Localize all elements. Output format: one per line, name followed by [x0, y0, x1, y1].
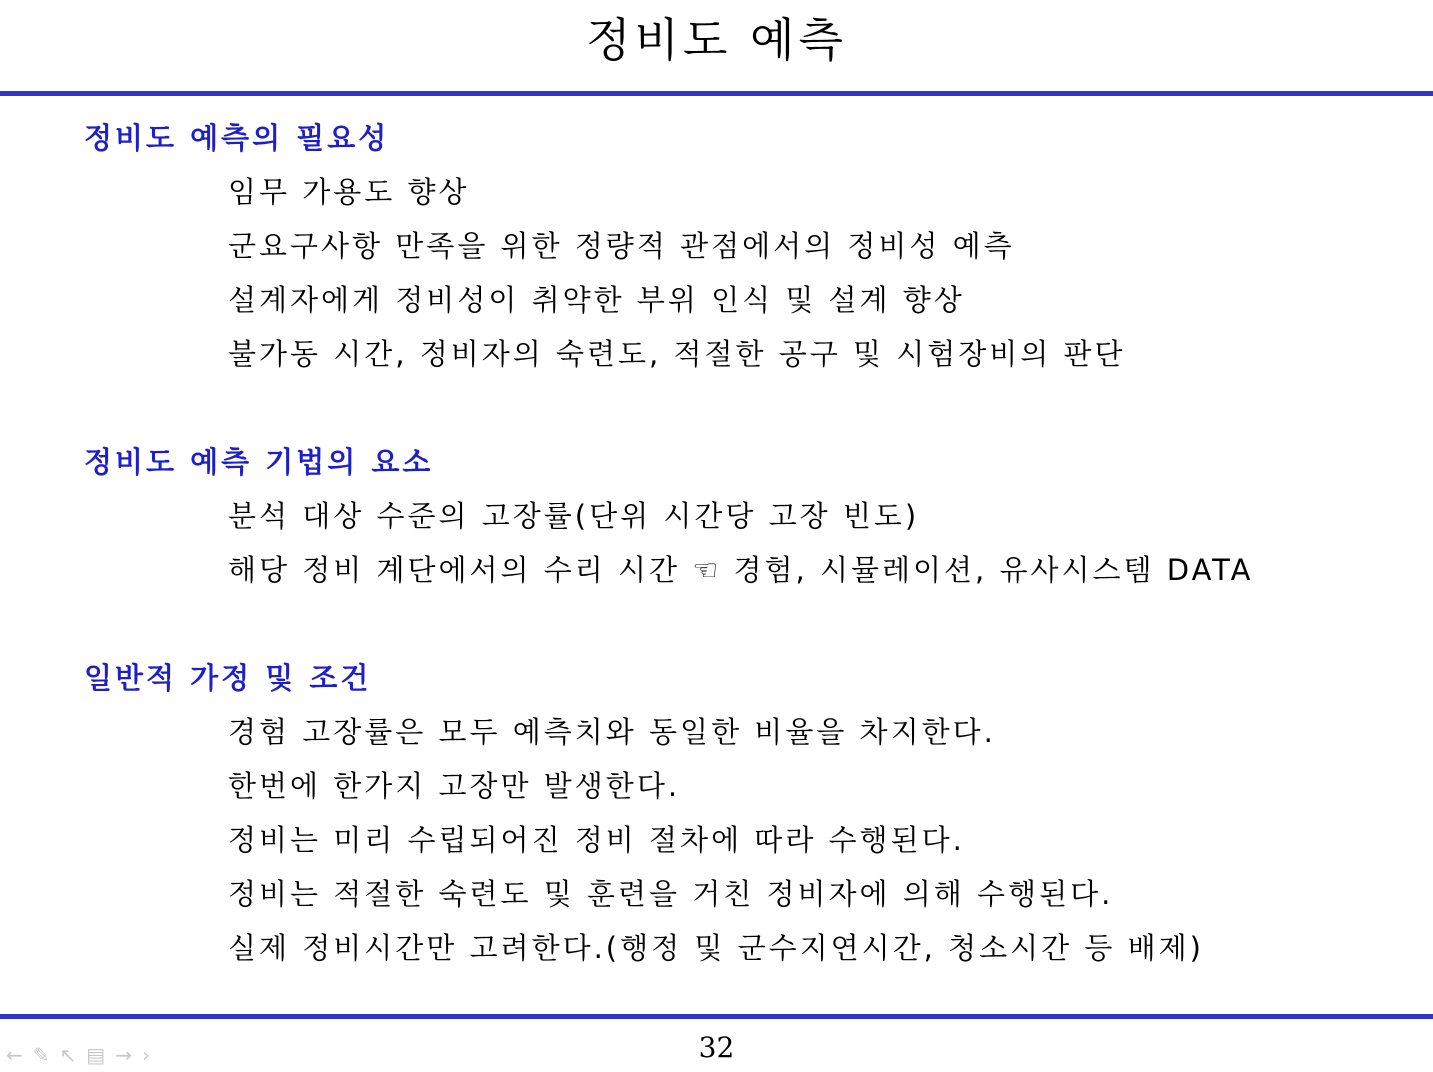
- list-item: 분석 대상 수준의 고장률(단위 시간당 고장 빈도): [228, 499, 920, 533]
- list-item: 군요구사항 만족을 위한 정량적 관점에서의 정비성 예측: [228, 229, 1015, 263]
- pointer-icon[interactable]: ↖: [59, 1043, 77, 1067]
- bullet-list: [84, 174, 1126, 372]
- slide-title: 정비도 예측: [586, 13, 847, 67]
- top-rule: [0, 91, 1433, 96]
- section-heading: 정비도 예측의 필요성: [84, 121, 390, 155]
- arrow-right-icon[interactable]: →: [115, 1043, 132, 1067]
- list-item: 한번에 한가지 고장만 발생한다.: [228, 769, 681, 803]
- list-item: 임무 가용도 향상: [228, 175, 470, 209]
- list-item: 정비는 적절한 숙련도 및 훈련을 거친 정비자에 의해 수행된다.: [228, 877, 1114, 911]
- section-need: [84, 120, 1126, 372]
- bullet-list: [84, 498, 1253, 588]
- pen-icon[interactable]: ✎: [32, 1043, 50, 1067]
- page-number: 32: [698, 1031, 735, 1064]
- list-item: 해당 정비 계단에서의 수리 시간 ☜ 경험, 시뮬레이션, 유사시스템 DATA: [228, 553, 1254, 587]
- list-item: 실제 정비시간만 고려한다.(행정 및 군수지연시간, 청소시간 등 배제): [228, 931, 1204, 965]
- list-item: 불가동 시간, 정비자의 숙련도, 적절한 공구 및 시험장비의 판단: [228, 337, 1126, 371]
- bullet-list: [84, 714, 1204, 966]
- arrow-left-icon[interactable]: ←: [6, 1043, 23, 1067]
- section-elements: [84, 444, 1253, 588]
- section-heading: 일반적 가정 및 조건: [84, 661, 372, 695]
- section-heading: 정비도 예측 기법의 요소: [84, 445, 434, 479]
- list-item: 경험 고장률은 모두 예측치와 동일한 비율을 차지한다.: [228, 715, 996, 749]
- notes-icon[interactable]: ▤: [86, 1043, 106, 1067]
- list-item: 정비는 미리 수립되어진 정비 절차에 따라 수행된다.: [228, 823, 965, 857]
- chevron-right-icon[interactable]: ›: [141, 1043, 150, 1067]
- section-assumptions: [84, 660, 1204, 966]
- bottom-rule: [0, 1014, 1433, 1019]
- slide-nav-controls: [6, 1043, 150, 1067]
- list-item: 설계자에게 정비성이 취약한 부위 인식 및 설계 향상: [228, 283, 965, 317]
